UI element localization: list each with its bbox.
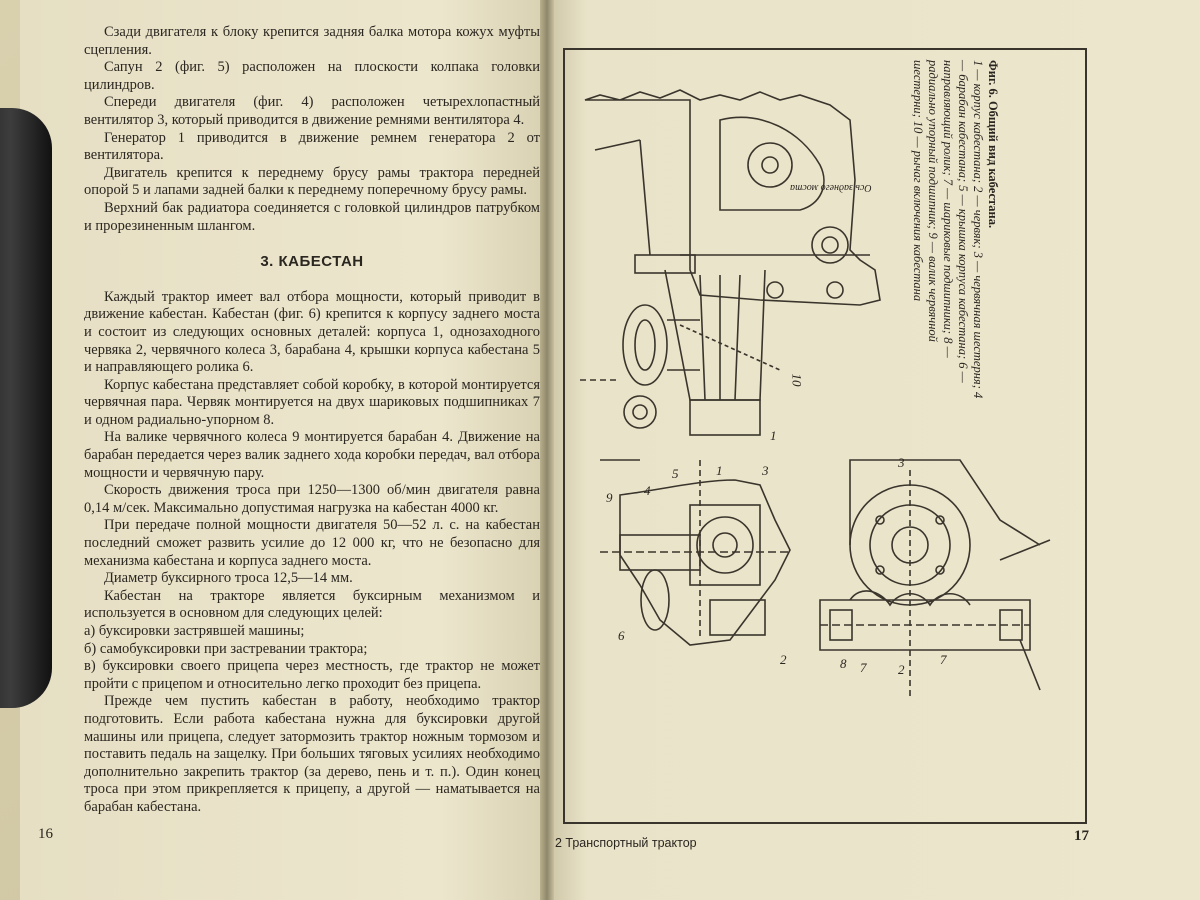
paragraph: Двигатель крепится к переднему брусу рамы трактора передней опорой 5 и лапами задней балки к переднему поперечному брусу рамы. [84,164,540,199]
callout-1: 1 [716,463,723,478]
callout-10: 10 [789,373,805,387]
paragraph: Генератор 1 приводится в движение ремнем генератора 2 от вентилятора. [84,129,540,164]
caption-text: 1 — корпус кабестана; 2 — червяк; 3 — червячная шестерня; 4 — барабан кабестана; 5 — крышка корпуса кабестана; 6 — направляющий ролик; 7 — шариковые подшипники; 8 — радиально упорный подшипник; 9 — валик червячной шестерни; 10 — рычаг включения кабестана [911,60,985,399]
figure-axis-label: Ось заднего моста [790,182,872,193]
paragraph: Каждый трактор имеет вал отбора мощности, который приводит в движение кабестан. Кабестан (фиг. 6) крепится к корпусу заднего моста и состоит из следующих основных деталей: корпуса 1, однозаходного червяка 2, червячного колеса 3, барабана 4, крышки корпуса кабестана 5 и направляющего ролика 6. [84,288,540,376]
callout-7: 7 [860,660,867,675]
paragraph: Диаметр буксирного троса 12,5—14 мм. [104,570,353,587]
list-item: б) самобуксировки при застревании трактора; [84,640,368,657]
callout-2: 2 [898,662,905,677]
figure-caption [910,60,1000,400]
callout-6: 6 [618,628,625,643]
callout-4: 4 [644,483,651,498]
callout-3: 3 [762,463,769,478]
callout-8: 8 [840,656,847,671]
callout-7: 7 [940,652,947,667]
callout-9: 9 [606,490,613,505]
callout-5: 5 [672,466,679,481]
paragraph: Корпус кабестана представляет собой коробку, в которой монтируется червячная пара. Червяк монтируется на двух шариковых подшипниках 7 и одном радиально-упорном 8. [84,376,540,428]
page-number-right: 17 [1074,828,1089,844]
caption-title: Фиг. 6. Общий вид кабестана. [986,60,1000,229]
callout-3: 3 [898,455,905,470]
section-heading: 3. КАБЕСТАН [260,253,364,271]
paragraph: Кабестан на тракторе является буксирным механизмом и используется в основном для следующих целей: [84,587,540,622]
list-item: а) буксировки застрявшей машины; [84,623,305,639]
paragraph: На валике червячного колеса 9 монтируется барабан 4. Движение на барабан передается через валик заднего хода коробки передач, вал отбора мощности и червячную пару. [84,429,540,481]
paragraph: Прежде чем пустить кабестан в работу, необходимо трактор подготовить. Если работа кабестана нужна для буксировки другой машины или прицепа, следует затормозить трактор ножным тормозом и поставить педаль на защелку. При больших тяговых усилиях необходимо дополнительно закрепить трактор (за дерево, пень и т. п.). Один конец троса при этом прикрепляется к прицепу, а другой — наматывается на барабан кабестана. [84,693,540,815]
paragraph: Сапун 2 (фиг. 5) расположен на плоскости колпака головки цилиндров. [84,59,540,93]
paragraph: Сзади двигателя к блоку крепится задняя балка мотора кожух муфты сцепления. [84,24,540,58]
callout-1: 1 [770,428,777,443]
paragraph: Спереди двигателя (фиг. 4) расположен четырехлопастный вентилятор 3, который приводится в движение ремнями вентилятора 4. [84,94,540,128]
paragraph: Верхний бак радиатора соединяется с головкой цилиндров патрубком и прорезиненным шлангом. [84,199,540,234]
callout-2: 2 [780,652,787,667]
list-item: в) буксировки своего прицепа через местность, где трактор не может пройти с прицепом и относительно легко проходит без прицепа. [84,658,540,692]
paragraph: При передаче полной мощности двигателя 50—52 л. с. на кабестан последний сможет развить усилие до 12 000 кг, что не безопасно для механизма кабестана и корпуса заднего моста. [84,517,540,569]
paragraph: Скорость движения троса при 1250—1300 об/мин двигателя равна 0,14 м/сек. Максимально допустимая нагрузка на кабестан 4000 кг. [84,482,540,516]
page-number-left: 16 [38,826,53,842]
page-footer: 2 Транспортный трактор [555,836,697,850]
